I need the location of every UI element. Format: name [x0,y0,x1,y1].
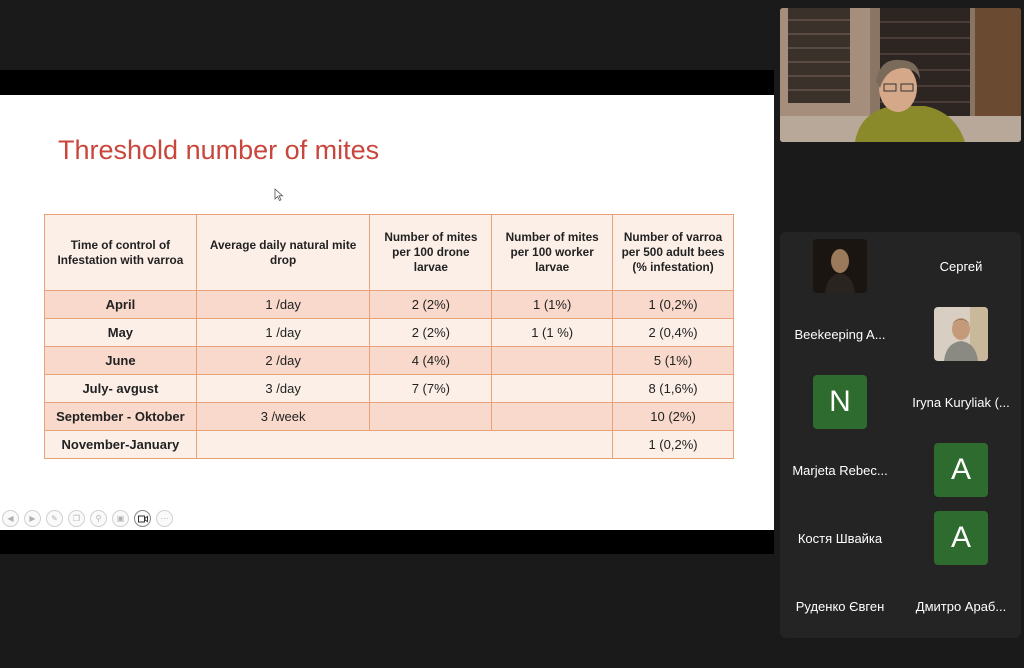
cell-drone: 7 (7%) [370,375,492,403]
cell-adult: 1 (0,2%) [613,291,734,319]
header-adult-bees: Number of varroa per 500 adult bees (% infestation) [613,215,734,291]
speaker-video-image [780,8,1021,142]
cell-drop: 1 /day [196,319,370,347]
participant-photo [934,307,988,361]
participant-name: Руденко Євген [795,598,885,614]
threshold-table [44,214,734,459]
cell-worker: 1 (1%) [492,291,613,319]
table-header-row [45,215,734,291]
cell-adult: 5 (1%) [613,347,734,375]
cell-period: July- avgust [45,375,197,403]
cell-worker: 1 (1 %) [492,319,613,347]
slide-title: Threshold number of mites [58,135,380,165]
table-row [45,375,734,403]
participant-photo-image [813,239,867,293]
header-drone-larvae: Number of mites per 100 drone larvae [370,215,492,291]
next-icon[interactable]: ▶ [24,510,41,527]
participant-tile[interactable] [901,504,1021,572]
cell-adult: 2 (0,4%) [613,319,734,347]
participant-name: Дмитро Араб... [915,598,1007,614]
slide-toolbar [2,510,173,527]
participant-tile[interactable] [780,436,900,504]
cell-period: November-January [45,431,197,459]
cell-drop: 1 /day [196,291,370,319]
participant-tile[interactable] [901,572,1021,640]
participant-name: Beekeeping A... [794,326,886,342]
participants-gallery [780,232,1021,638]
cell-worker [492,347,613,375]
participant-tile[interactable] [780,504,900,572]
presentation-slide [0,95,774,530]
participant-photo-image [934,307,988,361]
cell-period: April [45,291,197,319]
mouse-cursor-icon [274,188,284,202]
cell-period: September - Oktober [45,403,197,431]
cell-period: June [45,347,197,375]
cell-adult: 1 (0,2%) [613,431,734,459]
cell-drone: 4 (4%) [370,347,492,375]
cell-drop: 3 /week [196,403,370,431]
slides-icon[interactable]: ▣ [112,510,129,527]
participant-tile[interactable] [901,232,1021,300]
cell-adult: 10 (2%) [613,403,734,431]
cell-adult: 8 (1,6%) [613,375,734,403]
participant-name: Сергей [939,258,983,274]
header-period: Time of control of Infestation with varroa [45,215,197,291]
cell-drop: 2 /day [196,347,370,375]
cell-drop [196,431,612,459]
participant-tile[interactable] [901,436,1021,504]
participant-tile[interactable] [901,368,1021,436]
participant-tile[interactable] [780,232,900,300]
table-row [45,291,734,319]
participant-name: Marjeta Rebec... [792,462,888,478]
pen-icon[interactable]: ✎ [46,510,63,527]
header-worker-larvae: Number of mites per 100 worker larvae [492,215,613,291]
table-row [45,431,734,459]
participant-tile[interactable] [901,300,1021,368]
header-daily-drop: Average daily natural mite drop [196,215,370,291]
cell-period: May [45,319,197,347]
cell-drone [370,403,492,431]
table-row [45,347,734,375]
camera-icon[interactable] [134,510,151,527]
cell-drop: 3 /day [196,375,370,403]
copy-icon[interactable]: ❐ [68,510,85,527]
cell-worker [492,403,613,431]
participant-photo [813,239,867,293]
more-icon[interactable]: ⋯ [156,510,173,527]
participant-name: Костя Швайка [797,530,883,546]
table-row [45,403,734,431]
prev-icon[interactable]: ◀ [2,510,19,527]
participant-avatar: A [934,511,988,565]
participant-tile[interactable] [780,368,900,436]
participant-avatar: A [934,443,988,497]
participant-tile[interactable] [780,300,900,368]
cell-drone: 2 (2%) [370,291,492,319]
search-icon[interactable]: ⚲ [90,510,107,527]
participant-tile[interactable] [780,572,900,640]
cell-worker [492,375,613,403]
participant-avatar: N [813,375,867,429]
cell-drone: 2 (2%) [370,319,492,347]
participant-name: Iryna Kuryliak (... [912,394,1010,410]
table-row [45,319,734,347]
speaker-video[interactable] [780,8,1021,142]
